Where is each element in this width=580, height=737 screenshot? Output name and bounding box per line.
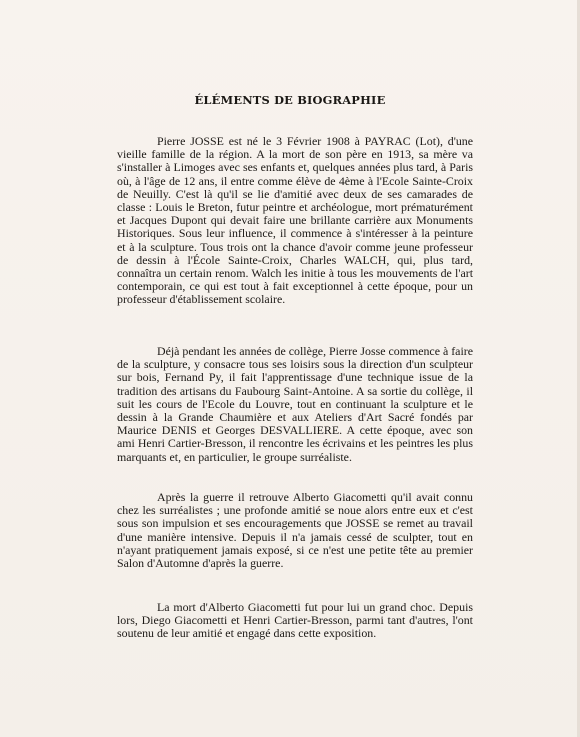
biography-paragraph-3: Après la guerre il retrouve Alberto Giacometti qu'il avait connu chez les surréalistes ; une profonde amitié se noue alors entre eux et c'est sous son impulsion et ses encouragements que JOSSE se remet au travail d'une manière intensive. Depuis il n'a jamais cessé de sculpter, tout en n'ayant pratiquement jamais exposé, si ce n'est une petite tête au premier Salon d'Automne d'après la guerre. [117,490,473,571]
biography-paragraph-1: Pierre JOSSE est né le 3 Février 1908 à PAYRAC (Lot), d'une vieille famille de la région. A la mort de son père en 1913, sa mère va s'installer à Limoges avec ses enfants et, quelques années plus tard, à Paris où, à l'âge de 12 ans, il entre comme élève de 4ème à l'Ecole Sainte-Croix de Neuilly. C'est là qu'il se lie d'amitié avec deux de ses camarades de classe : Louis le Breton, futur peintre et archéologue, mort prématurément et Jacques Dupont qui devait faire une brillante carrière aux Monuments Historiques. Sous leur influence, il commence à s'intéresser à la peinture et à la sculpture. Tous trois ont la chance d'avoir comme jeune professeur de dessin à l'École Sainte-Croix, Charles WALCH, qui, plus tard, connaîtra un certain renom. Walch les initie à tous les mouvements de l'art contemporain, ce qui est tout à fait exceptionnel à cette époque, pour un professeur d'établissement scolaire. [117,134,473,307]
document-title: ÉLÉMENTS DE BIOGRAPHIE [194,93,386,107]
biography-paragraph-4: La mort d'Alberto Giacometti fut pour lui un grand choc. Depuis lors, Diego Giacometti et Henri Cartier-Bresson, parmi tant d'autres, l'ont soutenu de leur amitié et engagé dans cette exposition. [117,600,473,641]
biography-paragraph-2: Déjà pendant les années de collège, Pierre Josse commence à faire de la sculpture, y consacre tous ses loisirs sous la direction d'un sculpteur sur bois, Fernand Py, il fait l'apprentissage d'une technique issue de la tradition des artisans du Faubourg Saint-Antoine. A sa sortie du collège, il suit les cours de l'Ecole du Louvre, tout en continuant la sculpture et le dessin à la Grande Chaumière et aux Ateliers d'Art Sacré fondés par Maurice DENIS et Georges DESVALLIERE. A cette époque, avec son ami Henri Cartier-Bresson, il rencontre les écrivains et les peintres les plus marquants et, en particulier, le groupe surréaliste. [117,344,473,464]
